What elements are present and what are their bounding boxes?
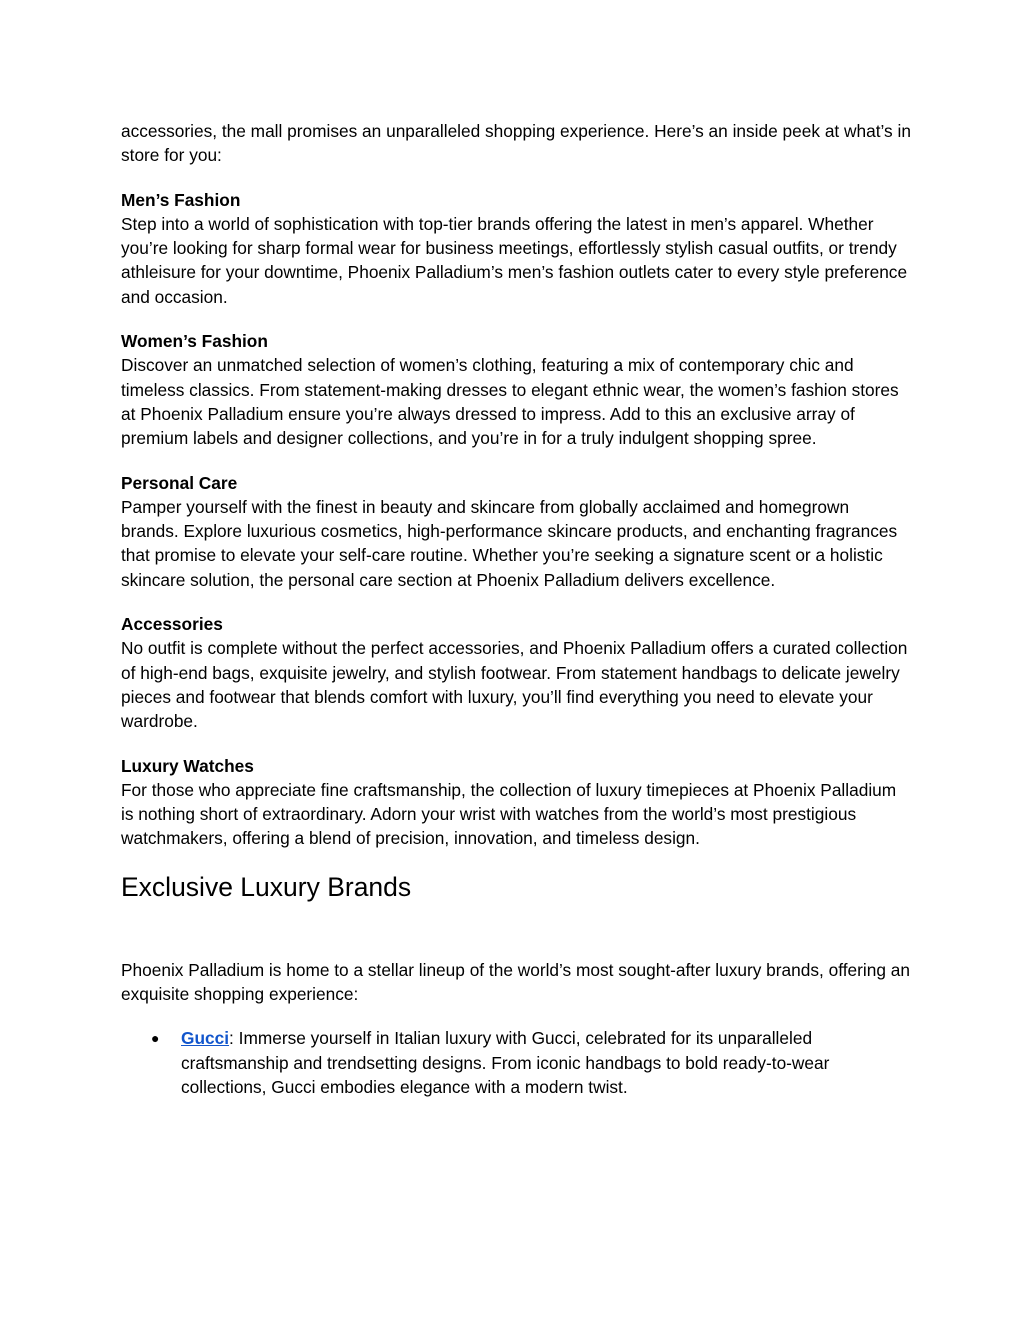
section-womens-fashion: [121, 329, 911, 450]
section-title: Personal Care: [121, 472, 238, 493]
section-accessories: [121, 612, 911, 733]
brands-heading: Exclusive Luxury Brands: [121, 871, 412, 902]
brands-intro-paragraph: Phoenix Palladium is home to a stellar lineup of the world’s most sought-after luxury brands, offering an exquisite shopping experience:: [121, 959, 910, 1005]
brands-list: [121, 1026, 911, 1099]
document-page: [121, 119, 911, 1099]
section-body: Pamper yourself with the finest in beauty and skincare from globally acclaimed and homegrown brands. Explore luxurious cosmetics, high-performance skincare products, and enchanting fragrances that promise to elevate your self-care routine. Whether you’re seeking a signature scent or a holistic skincare solution, the personal care section at Phoenix Palladium delivers excellence.: [121, 496, 898, 590]
intro-paragraph: accessories, the mall promises an unparalleled shopping experience. Here’s an inside peek at what’s in store for you:: [121, 121, 911, 166]
bullet-icon: ●: [151, 1030, 160, 1047]
section-luxury-watches: [121, 754, 911, 851]
brand-separator: :: [229, 1028, 234, 1049]
brand-description: Immerse yourself in Italian luxury with Gucci, celebrated for its unparalleled craftsmanship and trendsetting designs. From iconic handbags to bold ready-to-wear collections, Gucci embodies elegance with a modern twist.: [181, 1028, 830, 1097]
section-title: Men’s Fashion: [121, 189, 241, 210]
brand-link-gucci[interactable]: Gucci: [181, 1028, 230, 1049]
section-title: Accessories: [121, 614, 223, 635]
section-body: Step into a world of sophistication with top-tier brands offering the latest in men’s apparel. Whether you’re looking for sharp formal wear for business meetings, effortlessly stylish casual outfits, or trendy athleisure for your downtime, Phoenix Palladium’s men’s fashion outlets cater to every style preference and occasion.: [121, 213, 908, 307]
section-title: Luxury Watches: [121, 755, 254, 776]
list-item: [121, 1026, 911, 1099]
section-title: Women’s Fashion: [121, 331, 268, 352]
section-body: Discover an unmatched selection of women’s clothing, featuring a mix of contemporary chic and timeless classics. From statement-making dresses to elegant ethnic wear, the women’s fashion stores at Phoenix Palladium ensure you’re always dressed to impress. Add to this an exclusive array of premium labels and designer collections, and you’re in for a truly indulgent shopping spree.: [121, 355, 899, 449]
section-body: For those who appreciate fine craftsmanship, the collection of luxury timepieces at Phoenix Palladium is nothing short of extraordinary. Adorn your wrist with watches from the world’s most prestigious watchmakers, offering a blend of precision, innovation, and timeless design.: [121, 779, 897, 849]
section-body: No outfit is complete without the perfect accessories, and Phoenix Palladium offers a curated collection of high-end bags, exquisite jewelry, and stylish footwear. From statement handbags to delicate jewelry pieces and footwear that blends comfort with luxury, you’ll find everything you need to elevate your wardrobe.: [121, 638, 908, 732]
section-mens-fashion: [121, 188, 911, 309]
section-personal-care: [121, 471, 911, 592]
